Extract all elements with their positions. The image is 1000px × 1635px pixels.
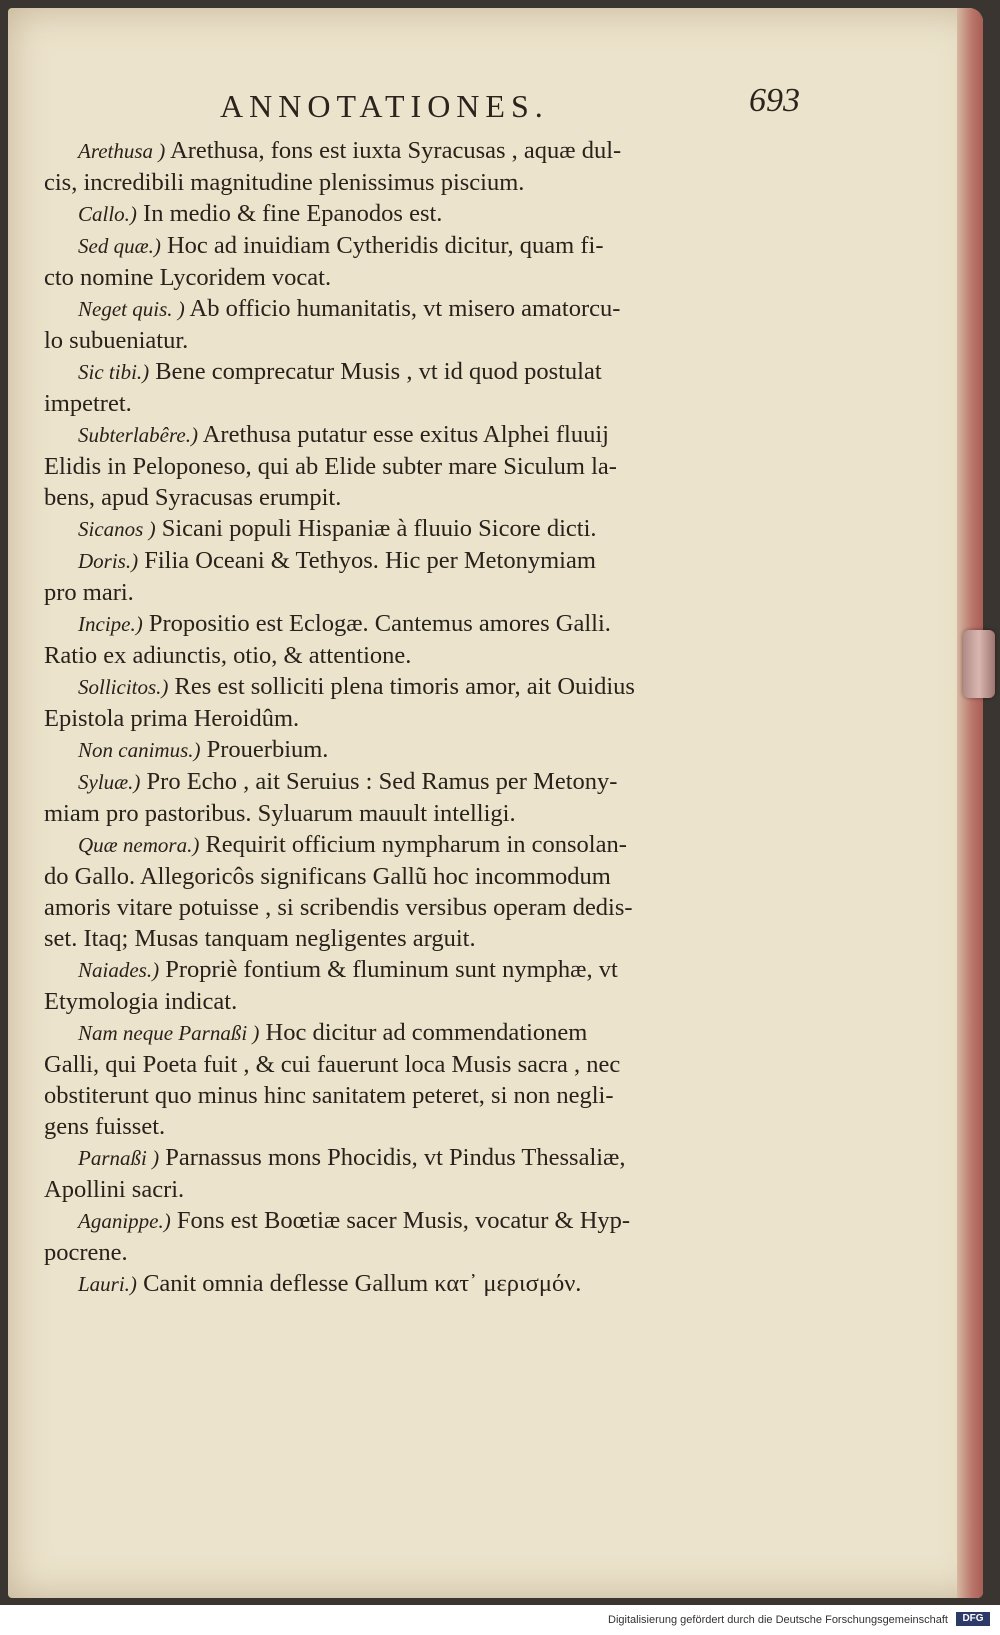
lemma: Sic tibi.) [78,360,150,384]
text-line [44,135,784,167]
annotation-entry [44,293,784,356]
line-text: Parnassus mons Phocidis, vt Pindus Thessaliæ, [165,1144,626,1171]
annotation-entry [44,829,784,954]
line-text: Canit omnia deflesse Gallum κατ᾽ μερισμόν. [143,1270,582,1297]
text-line [44,293,784,325]
line-text: Galli, qui Poeta fuit , & cui fauerunt loca Musis sacra , nec [44,1051,621,1078]
text-line [44,923,784,954]
text-line [44,671,784,703]
text-line [44,1237,784,1268]
text-line [44,1017,784,1049]
annotation-entry [44,1268,784,1300]
lemma: Doris.) [78,549,139,573]
annotation-entry [44,419,784,513]
annotation-entry [44,230,784,293]
text-line [44,451,784,482]
text-line [44,262,784,293]
line-text: Pro Echo , ait Seruius : Sed Ramus per Metony- [146,768,618,795]
line-text: Hoc ad inuidiam Cytheridis dicitur, quam fi- [166,232,604,259]
text-line [44,1049,784,1080]
text-line [44,419,784,451]
text-line [44,986,784,1017]
text-line [44,388,784,419]
line-text: amoris vitare potuisse , si scribendis versibus operam dedis- [44,894,633,921]
annotation-entry [44,1142,784,1205]
text-line [44,829,784,861]
lemma: Incipe.) [78,612,143,636]
lemma: Non canimus.) [78,738,201,762]
annotation-entry [44,671,784,734]
page-number: 693 [749,82,800,119]
text-line [44,230,784,262]
text-line [44,703,784,734]
running-title: ANNOTATIONES. [220,88,549,124]
line-text: Bene comprecatur Musis , vt id quod postulat [155,358,602,385]
line-text: Prouerbium. [206,736,329,763]
text-line [44,325,784,356]
lemma: Parnaßi ) [78,1146,160,1170]
line-text: pocrene. [44,1239,128,1266]
text-line [44,482,784,513]
lemma: Sollicitos.) [78,675,169,699]
text-line [44,954,784,986]
lemma: Callo.) [78,202,137,226]
text-line [44,640,784,671]
line-text: Arethusa, fons est iuxta Syracusas , aquæ dul- [170,137,622,164]
text-line [44,577,784,608]
annotation-entry [44,766,784,829]
lemma: Lauri.) [78,1272,137,1296]
line-text: cto nomine Lycoridem vocat. [44,264,332,291]
line-text: Fons est Boœtiæ sacer Musis, vocatur & Hyp- [176,1207,631,1234]
line-text: pro mari. [44,579,134,606]
dfg-logo: DFG [956,1612,990,1626]
annotation-entry [44,608,784,671]
line-text: lo subueniatur. [44,327,189,354]
line-text: Arethusa putatur esse exitus Alphei fluuij [202,421,609,448]
line-text: Requirit officium nympharum in consolan- [205,831,627,858]
line-text: Sicani populi Hispaniæ à fluuio Sicore dicti. [161,515,597,542]
annotation-entry [44,1017,784,1142]
annotation-text [44,135,784,1300]
lemma: Aganippe.) [78,1209,171,1233]
line-text: gens fuisset. [44,1113,166,1140]
lemma: Sed quæ.) [78,234,161,258]
text-line [44,1205,784,1237]
annotation-entry [44,954,784,1017]
text-line [44,1142,784,1174]
text-line [44,608,784,640]
lemma: Neget quis. ) [78,297,185,321]
text-line [44,356,784,388]
line-text: Elidis in Peloponeso, qui ab Elide subter mare Siculum la- [44,453,617,480]
lemma: Naiades.) [78,958,160,982]
line-text: Ab officio humanitatis, vt misero amatorcu- [189,295,621,322]
lemma: Subterlabêre.) [78,423,198,447]
line-text: bens, apud Syracusas erumpit. [44,484,342,511]
text-line [44,167,784,198]
text-line [44,1080,784,1111]
text-line [44,513,784,545]
annotation-entry [44,513,784,545]
text-line [44,734,784,766]
annotation-entry [44,545,784,608]
line-text: Propriè fontium & fluminum sunt nymphæ, vt [165,956,618,983]
text-line [44,545,784,577]
line-text: cis, incredibili magnitudine plenissimus piscium. [44,169,525,196]
lemma: Arethusa ) [78,139,166,163]
text-line [44,766,784,798]
text-line [44,198,784,230]
annotation-entry [44,734,784,766]
text-line [44,1111,784,1142]
footer-credit: Digitalisierung gefördert durch die Deutsche Forschungsgemeinschaft [608,1614,948,1626]
line-text: set. Itaq; Musas tanquam negligentes arguit. [44,925,476,952]
lemma: Nam neque Parnaßi ) [78,1021,260,1045]
text-line [44,892,784,923]
annotation-entry [44,1205,784,1268]
line-text: Ratio ex adiunctis, otio, & attentione. [44,642,412,669]
line-text: Apollini sacri. [44,1176,185,1203]
running-header [220,82,800,132]
line-text: impetret. [44,390,132,417]
line-text: In medio & fine Epanodos est. [143,200,443,227]
line-text: Res est solliciti plena timoris amor, ait Ouidius [174,673,635,700]
line-text: Etymologia indicat. [44,988,238,1015]
annotation-entry [44,356,784,419]
line-text: Hoc dicitur ad commendationem [265,1019,588,1046]
annotation-entry [44,198,784,230]
lemma: Syluæ.) [78,770,141,794]
text-line [44,1174,784,1205]
text-line [44,1268,784,1300]
line-text: Propositio est Eclogæ. Cantemus amores Galli. [148,610,611,637]
book-clasp [963,630,995,698]
page-red-edge [957,8,983,1598]
line-text: miam pro pastoribus. Syluarum mauult intelligi. [44,800,516,827]
lemma: Sicanos ) [78,517,156,541]
line-text: obstiterunt quo minus hinc sanitatem peteret, si non negli- [44,1082,614,1109]
line-text: Epistola prima Heroidûm. [44,705,300,732]
line-text: do Gallo. Allegoricôs significans Gallũ hoc incommodum [44,863,611,890]
text-line [44,798,784,829]
annotation-entry [44,135,784,198]
lemma: Quæ nemora.) [78,833,200,857]
line-text: Filia Oceani & Tethyos. Hic per Metonymiam [144,547,596,574]
text-line [44,861,784,892]
